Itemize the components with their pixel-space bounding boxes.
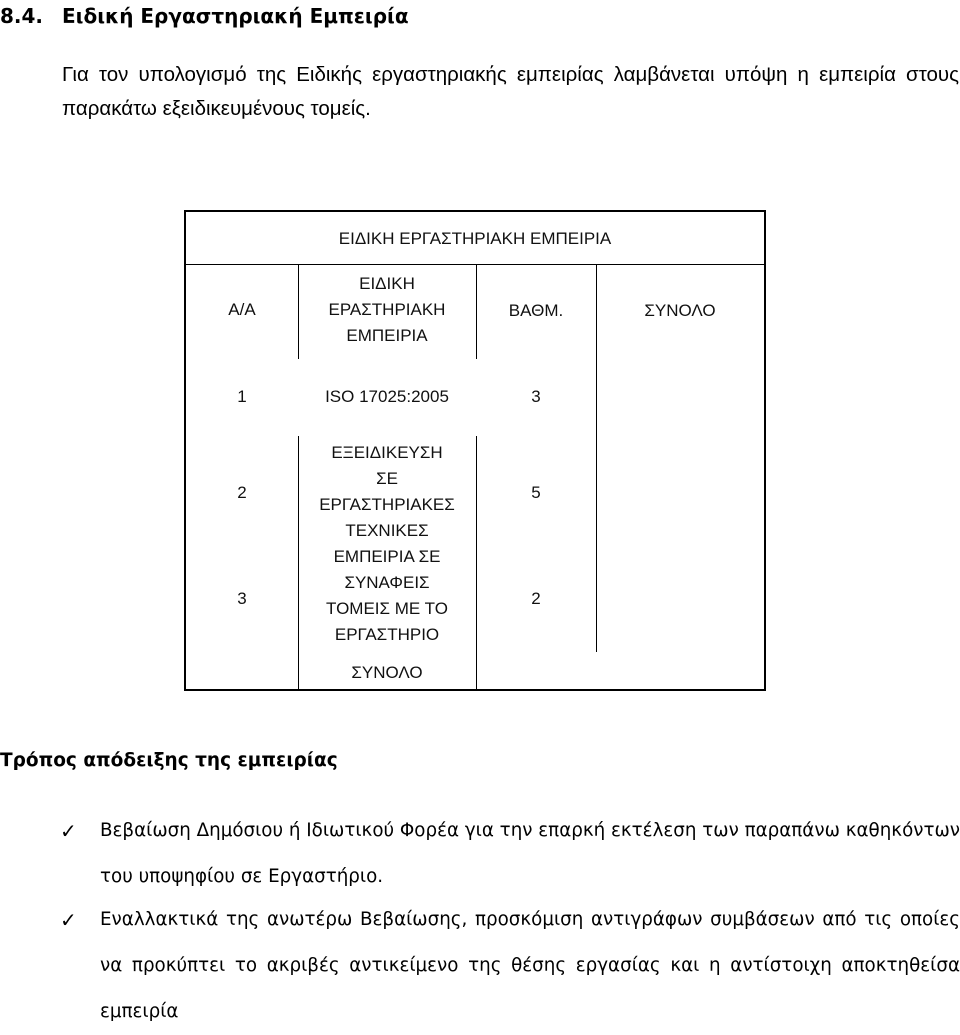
row-aa: 1 xyxy=(237,387,247,406)
header-experience-line: ΕΡΑΣΤΗΡΙΑΚΗ xyxy=(328,300,446,319)
table-total-label: ΣΥΝΟΛΟ xyxy=(351,663,423,682)
row-grade: 2 xyxy=(531,589,541,608)
table-caption: ΕΙΔΙΚΗ ΕΡΓΑΣΤΗΡΙΑΚΗ ΕΜΠΕΙΡΙΑ xyxy=(338,229,612,248)
row-grade: 3 xyxy=(531,387,541,406)
row-item-line: ΕΜΠΕΙΡΙΑ ΣΕ xyxy=(333,547,441,566)
header-experience-line: ΕΜΠΕΙΡΙΑ xyxy=(346,326,428,345)
row-item xyxy=(298,544,476,648)
col-divider-bottom-right xyxy=(476,436,477,689)
row-item-line: ΣΥΝΑΦΕΙΣ xyxy=(344,573,430,592)
proof-list-item xyxy=(0,897,960,1035)
row-aa: 3 xyxy=(237,589,247,608)
row-item-line: ΕΡΓΑΣΤΗΡΙΟ xyxy=(334,625,440,644)
proof-item-text: Εναλλακτικά της ανωτέρω Βεβαίωσης, προσκόμιση αντιγράφων συμβάσεων από τις οποίες να προκύπτει το ακριβές αντικείμενο της θέσης εργασίας και η αντίστοιχη αποκτηθείσα εμπειρία xyxy=(100,909,960,1022)
row-item xyxy=(298,440,476,544)
row-item-line: ΕΞΕΙΔΙΚΕΥΣΗ xyxy=(331,443,443,462)
header-aa: Α/Α xyxy=(228,300,256,319)
checkmark-icon: ✓ xyxy=(60,819,77,843)
section-title: Ειδική Εργαστηριακή Εμπειρία xyxy=(62,4,409,28)
header-experience-line: ΕΙΔΙΚΗ xyxy=(359,274,415,293)
header-experience xyxy=(298,271,476,349)
row-item-line: ΤΟΜΕΙΣ ΜΕ ΤΟ xyxy=(326,599,448,618)
header-grade: ΒΑΘΜ. xyxy=(508,301,564,320)
checkmark-icon: ✓ xyxy=(60,908,77,932)
row-item: ISO 17025:2005 xyxy=(325,387,449,406)
proof-heading: Τρόπος απόδειξης της εμπειρίας xyxy=(0,750,338,771)
row-item-line: ΤΕΧΝΙΚΕΣ xyxy=(345,521,429,540)
proof-item-text: Βεβαίωση Δημόσιου ή Ιδιωτικού Φορέα για την επαρκή εκτέλεση των παραπάνω καθηκόντων του υποψηφίου σε Εργαστήριο. xyxy=(100,820,960,887)
header-total: ΣΥΝΟΛΟ xyxy=(644,301,716,320)
proof-list-item xyxy=(0,808,960,900)
section-number: 8.4. xyxy=(0,4,44,28)
experience-table xyxy=(184,210,766,691)
section-heading xyxy=(0,2,409,30)
row-item-line: ΣΕ xyxy=(376,469,398,488)
row-grade: 5 xyxy=(531,483,541,502)
intro-paragraph: Για τον υπολογισμό της Ειδικής εργαστηριακής εμπειρίας λαμβάνεται υπόψη η εμπειρία στους παρακάτω εξειδικευμένους τομείς. xyxy=(62,63,959,120)
row-item-line: ΕΡΓΑΣΤΗΡΙΑΚΕΣ xyxy=(319,495,455,514)
caption-divider xyxy=(186,264,764,265)
row-aa: 2 xyxy=(237,483,247,502)
